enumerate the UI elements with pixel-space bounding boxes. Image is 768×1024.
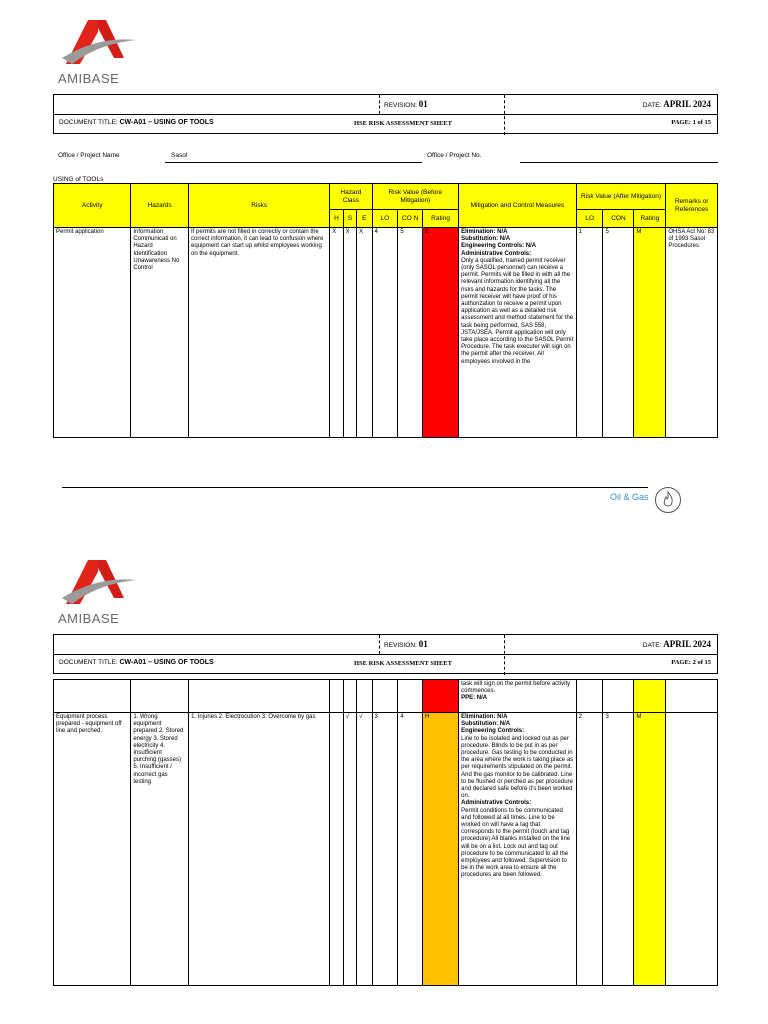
cell-s: √ [343, 713, 356, 986]
cell-rating: H [423, 713, 459, 986]
sheet-title: HSE RISK ASSESSMENT SHEET [354, 660, 452, 667]
cell-mitigation [459, 680, 577, 713]
doc-title-value: CW-A01 – USING OF TOOLS [119, 659, 214, 666]
project-name-label: Office / Project Name [58, 152, 120, 159]
revision-label: REVISION: [384, 102, 417, 109]
header-mitigation: Mitigation and Control Measures [459, 184, 577, 228]
project-no-label: Office / Project No. [427, 152, 482, 159]
table-row [54, 713, 718, 986]
cell-rating: E [423, 228, 459, 438]
table-row [54, 228, 718, 438]
cell-e: √ [357, 713, 372, 986]
cell-lo: 4 [372, 228, 398, 438]
page-number: PAGE: 2 of 15 [671, 659, 711, 666]
cell-activity: Equipment process prepared - equipment off line and perched. [54, 713, 131, 986]
cell-after-rating: M [634, 228, 666, 438]
amibase-logo-icon [58, 558, 138, 606]
logo-wordmark: AMIBASE [58, 611, 120, 626]
cell-remarks [666, 713, 718, 986]
cell-after-lo: 2 [576, 713, 603, 986]
header-h: H [330, 210, 343, 228]
cell-s: X [343, 228, 356, 438]
company-logo [58, 18, 138, 86]
cell-activity: Permit application [54, 228, 131, 438]
cell-after-lo: 1 [576, 228, 603, 438]
logo-wordmark: AMIBASE [58, 71, 120, 86]
header-hazard-class: Hazard Class [330, 184, 372, 210]
cell-mitigation [459, 228, 577, 438]
header-after-con: CON [603, 210, 634, 228]
cell-e: X [357, 228, 372, 438]
revision-value: 01 [418, 639, 428, 649]
cell-risks: If permits are not filled in correctly or contain the correct information, it can lead to confusion where equipment can start up whilst employees working on the equipment. [189, 228, 330, 438]
cell-con: 4 [398, 713, 423, 986]
mit-admin: Administrative Controls: [461, 250, 532, 257]
header-after-rating: Rating [634, 210, 666, 228]
mit-text: Only a qualified, trained permit receiver (only SASOL personnel) can receive a permit. Permits will be filled in with all the relevant information identifying all the risks and hazards for the tasks. The permit receiver will have proof of his authorization to receive a permit upon application as well as a detailed risk assessment and method statement for the task being performed, SAS 558, JSTA/JSEA. Permit application will only take place according to the SASOL Permit Procedure. The task executer will sign on the permit after the receiver. All employees involved in the [461, 257, 574, 365]
mit-ppe: PPE: N/A [461, 695, 488, 702]
cell-mitigation [459, 713, 577, 986]
risk-assessment-table [53, 679, 718, 986]
cell-remarks: OHSA Act No: 83 of 1993 Sasol Procedures [666, 228, 718, 438]
document-header [53, 634, 718, 674]
page-number: PAGE: 1 of 15 [671, 119, 711, 126]
header-con: CO N [398, 210, 423, 228]
cell-hazards: 1. Wrong equipment prepared 2. Stored energy 3. Stored electricity 4. Insufficient purching (gasses) 5. Insufficient / incorrect gas testing [131, 713, 189, 986]
mit-substitution: Substitution: N/A [461, 236, 511, 243]
date-value: APRIL 2024 [663, 99, 711, 109]
amibase-logo-icon [58, 18, 138, 66]
header-risk-before: Risk Value (Before Mitigation) [372, 184, 459, 210]
header-rating: Rating [423, 210, 459, 228]
date-label: DATE: [642, 642, 662, 649]
cell-hazards: Information Communicati on Hazard Identification Unawareness No Control [131, 228, 189, 438]
table-row [54, 680, 718, 713]
header-risk-after: Risk Value (After Mitigation) [576, 184, 666, 210]
cell-after-con: 3 [603, 713, 634, 986]
mit-admin: Administrative Controls: [461, 800, 532, 807]
doc-title-label: DOCUMENT TITLE: [59, 119, 118, 126]
footer-label: Oil & Gas [610, 492, 649, 502]
cell-after-rating [634, 680, 666, 713]
mit-admin-text: Permit conditions to be communicated and followed at all times. Line to be worked on will have a tag that corresponds to the permit (touch and tag procedure) All blanks installed on the line will be on a list. Lock out and tag out procedure to be communicated to all the employees and followed. Supervision to be in the work area to ensure all the procedures are been followed. [461, 807, 571, 879]
revision-label: REVISION: [384, 642, 417, 649]
cell-rating [423, 680, 459, 713]
revision-value: 01 [418, 99, 428, 109]
header-e: E [357, 210, 372, 228]
mit-substitution: Substitution: N/A [461, 721, 511, 728]
doc-title-value: CW-A01 – USING OF TOOLS [119, 119, 214, 126]
header-after-lo: LO [576, 210, 603, 228]
date-value: APRIL 2024 [663, 639, 711, 649]
cell-h: X [330, 228, 343, 438]
sheet-title: HSE RISK ASSESSMENT SHEET [354, 120, 452, 127]
cell-lo: 3 [372, 713, 398, 986]
cell-after-con: 5 [603, 228, 634, 438]
cell-h [330, 713, 343, 986]
mit-eng-text: Line to be isolated and locked out as per procedure. Blinds to be put in as per procedure. Gas testing to be conducted in the area where the work is taking place as per requirements stipulated on the permit. And the gas monitor to be calibrated. Line to be flushed or perched as per procedure and declared safe before it's been worked on. [461, 735, 574, 800]
document-header [53, 94, 718, 134]
mit-elimination: Elimination: N/A [461, 714, 508, 720]
risk-assessment-table [53, 183, 718, 438]
cell-risks: 1. Injuries 2. Electrocution 3. Overcome by gas [189, 713, 330, 986]
header-lo: LO [372, 210, 398, 228]
flame-icon [654, 486, 682, 514]
cell-after-rating: M [634, 713, 666, 986]
section-title: USING of TOOLs [53, 176, 104, 183]
project-name-value: Sasol [171, 152, 188, 159]
doc-title-label: DOCUMENT TITLE: [59, 659, 118, 666]
header-activity: Activity [54, 184, 131, 228]
header-remarks: Remarks or References [666, 184, 718, 228]
cell-con: 5 [398, 228, 423, 438]
mit-engineering: Engineering Controls: [461, 728, 525, 735]
company-logo [58, 558, 138, 626]
date-label: DATE: [642, 102, 662, 109]
mit-text: task will sign on the permit before activity commences. [461, 681, 571, 695]
header-hazards: Hazards [131, 184, 189, 228]
header-risks: Risks [189, 184, 330, 228]
mit-elimination: Elimination: N/A [461, 229, 508, 235]
header-s: S [343, 210, 356, 228]
mit-engineering: Engineering Controls: N/A [461, 243, 537, 250]
